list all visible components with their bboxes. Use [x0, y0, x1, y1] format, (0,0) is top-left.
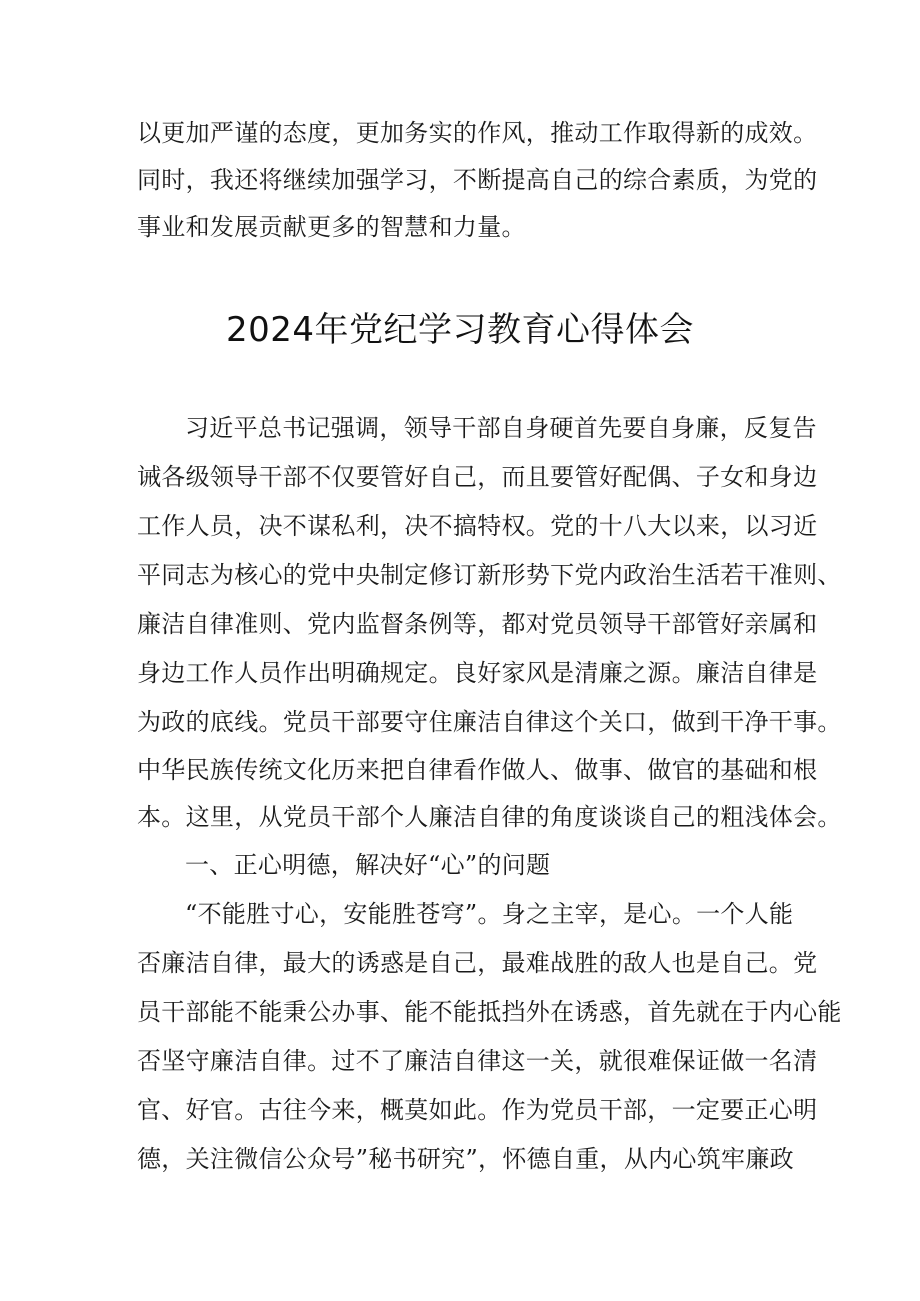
paragraph2-line-2: 否廉洁自律，最大的诱惑是自己，最难战胜的敌人也是自己。党	[137, 949, 818, 977]
section1-heading: 一、正心明德，解决好“心”的问题	[185, 851, 551, 879]
paragraph1-line-7: 为政的底线。党员干部要守住廉洁自律这个关口，做到干净干事。	[137, 708, 842, 736]
paragraph1-line-8: 中华民族传统文化历来把自律看作做人、做事、做官的基础和根	[137, 756, 818, 784]
paragraph1-line-1: 习近平总书记强调，领导干部自身硬首先要自身廉，反复告	[185, 414, 817, 442]
paragraph1-line-2: 诫各级领导干部不仅要管好自己，而且要管好配偶、子女和身边	[137, 463, 818, 491]
paragraph2-line-4: 否坚守廉洁自律。过不了廉洁自律这一关，就很难保证做一名清	[137, 1047, 818, 1075]
paragraph2-line-3: 员干部能不能秉公办事、能不能抵挡外在诱惑，首先就在于内心能	[137, 998, 842, 1026]
paragraph1-line-5: 廉洁自律准则、党内监督条例等，都对党员领导干部管好亲属和	[137, 610, 818, 638]
paragraph1-line-6: 身边工作人员作出明确规定。良好家风是清廉之源。廉洁自律是	[137, 659, 818, 687]
paragraph1-line-3: 工作人员，决不谋私利，决不搞特权。党的十八大以来，以习近	[137, 512, 818, 540]
paragraph2-line-1: “不能胜寸心，安能胜苍穹”。身之主宰，是心。一个人能	[185, 900, 794, 928]
paragraph2-line-6: 德，关注微信公众号”秘书研究”，怀德自重，从内心筑牢廉政	[137, 1145, 794, 1173]
intro-line-1: 以更加严谨的态度，更加务实的作风，推动工作取得新的成效。	[137, 119, 818, 147]
paragraph1-line-4: 平同志为核心的党中央制定修订新形势下党内政治生活若干准则、	[137, 561, 842, 589]
paragraph1-line-9: 本。这里，从党员干部个人廉洁自律的角度谈谈自己的粗浅体会。	[137, 803, 842, 831]
paragraph2-line-5: 官、好官。古往今来，概莫如此。作为党员干部，一定要正心明	[137, 1096, 818, 1124]
document-title: 2024年党纪学习教育心得体会	[225, 310, 695, 350]
intro-line-3: 事业和发展贡献更多的智慧和力量。	[137, 213, 526, 241]
intro-line-2: 同时，我还将继续加强学习，不断提高自己的综合素质，为党的	[137, 166, 818, 194]
